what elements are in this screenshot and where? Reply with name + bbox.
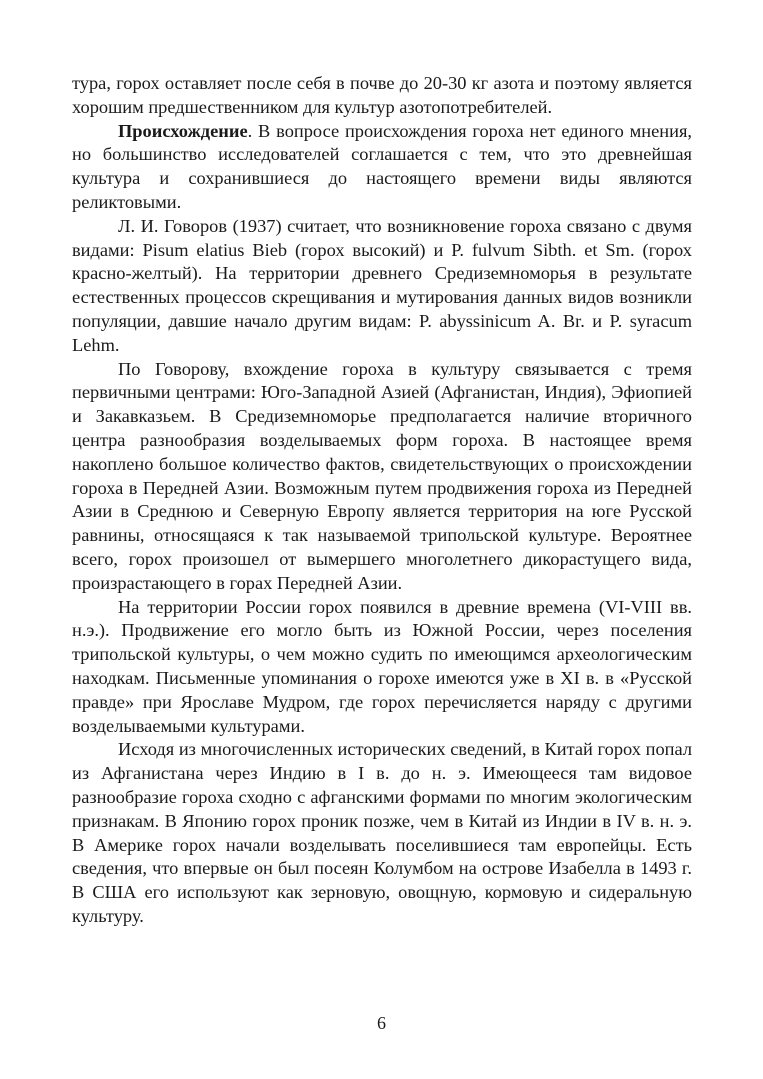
paragraph-russia: На территории России горох появился в древние времена (VI-VIII вв. н.э.). Продвижение его могло быть из Южной России, через поселения трипольской культуры, о чем можно судить по имеющимся археологическим находкам. Письменные упоминания о горохе имеются уже в XI в. в «Русской правде» при Ярославе Мудром, где горох перечисляется наряду с другими возделываемыми культурами. — [72, 596, 692, 736]
page-body — [72, 72, 692, 929]
paragraph-continuation: тура, горох оставляет после себя в почве до 20-30 кг азота и поэтому является хорошим предшественником для культур азотопотребителей. — [72, 73, 692, 117]
paragraph-govorov: Л. И. Говоров (1937) считает, что возникновение гороха связано с двумя видами: Pisum elatius Bieb (горох высокий) и P. fulvum Sibth. et Sm. (горох красно-желтый). На территории древнего Средиземноморья в результате естественных процессов скрещивания и мутирования данных видов возникли популяции, давшие начало другим видам: P. abyssinicum A. Br. и P. syracum Lehm. — [72, 215, 692, 355]
paragraph-origin — [72, 120, 692, 215]
paragraph-china-japan-america: Исходя из многочисленных исторических сведений, в Китай горох попал из Афганистана через Индию в I в. до н. э. Имеющееся там видовое разнообразие гороха сходно с афганскими формами по многим экологическим признакам. В Японию горох проник позже, чем в Китай из Индии в IV в. н. э. В Америке горох начали возделывать поселившиеся там европейцы. Есть сведения, что впервые он был посеян Колумбом на острове Изабелла в 1493 г. В США его используют как зерновую, овощную, кормовую и сидеральную культуру. — [72, 739, 692, 926]
origin-text: . В вопросе происхождения гороха нет единого мнения, но большинство исследователей соглашается с тем, что это древнейшая культура и сохранившиеся до настоящего времени виды являются реликтовыми. — [72, 120, 692, 212]
origin-heading: Происхождение — [118, 120, 248, 141]
paragraph-centers: По Говорову, вхождение гороха в культуру связывается с тремя первичными центрами: Юго-Западной Азией (Афганистан, Индия), Эфиопией и Закавказьем. В Средиземноморье предполагается наличие вторичного центра разнообразия возделываемых форм гороха. В настоящее время накоплено большое количество фактов, свидетельствующих о происхождении гороха в Передней Азии. Возможным путем продвижения гороха из Передней Азии в Среднюю и Северную Европу является территория на юге Русской равнины, относящаяся к так называемой трипольской культуре. Вероятнее всего, горох произошел от вымершего многолетнего дикорастущего вида, произрастающего в горах Передней Азии. — [72, 358, 692, 593]
page-number: 6 — [377, 1013, 386, 1033]
